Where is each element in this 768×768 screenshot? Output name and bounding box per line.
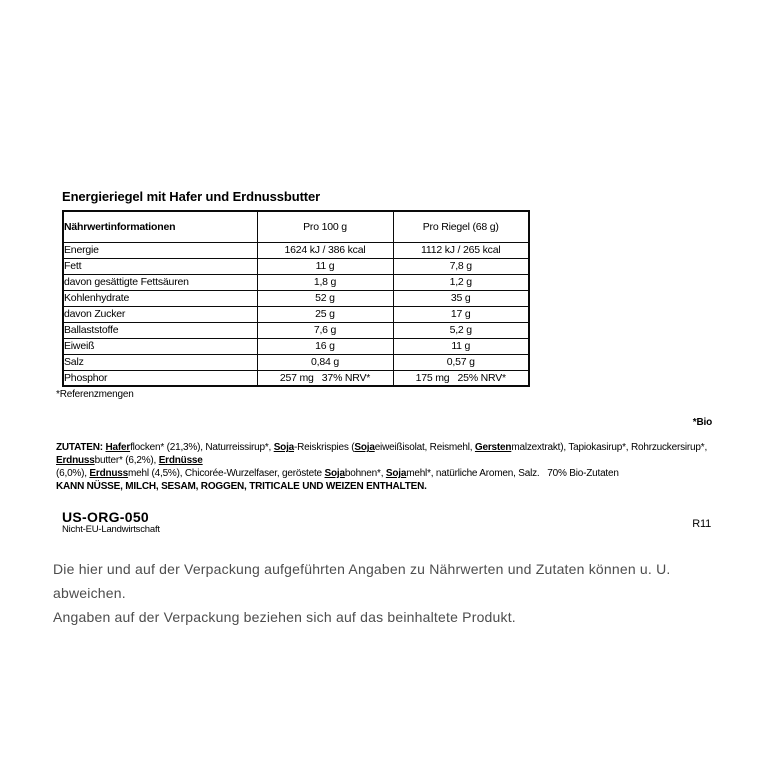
allergen-highlight: Erdnuss (56, 455, 95, 467)
ingredient-segment: flocken* (21,3%), Naturreissirup*, (130, 442, 274, 454)
ingredient-segment: butter* (6,2%), (94, 455, 159, 467)
table-row (63, 354, 529, 370)
value-per-bar: 35 g (393, 290, 529, 306)
table-row (63, 338, 529, 354)
ingredient-segment: malzextrakt), Tapiokasirup*, Rohrzuckersirup*, (511, 442, 710, 454)
nutrition-table (62, 210, 530, 387)
reference-footnote: *Referenzmengen (56, 389, 134, 400)
value-per-bar: 17 g (393, 306, 529, 322)
value-per-100g: 16 g (257, 338, 393, 354)
nutrient-label: Ballaststoffe (63, 322, 257, 338)
table-row (63, 274, 529, 290)
value-per-bar: 7,8 g (393, 258, 529, 274)
allergen-highlight: Hafer (105, 442, 131, 454)
allergen-highlight: Erdnuss (89, 467, 129, 479)
ingredients-line (56, 481, 712, 494)
value-per-100g: 7,6 g (257, 322, 393, 338)
ingredient-segment: -Reiskrispies ( (294, 442, 355, 454)
value-per-bar: 1,2 g (393, 274, 529, 290)
nutrient-label: Salz (63, 354, 257, 370)
packaging-disclaimer-line1: Die hier und auf der Verpackung aufgeführten Angaben zu Nährwerten und Zutaten können u. U. abweichen. (53, 561, 671, 601)
ingredients-line (56, 442, 712, 468)
allergen-highlight: Soja (385, 467, 407, 479)
ingredient-segment: KANN NÜSSE, MILCH, SESAM, ROGGEN, TRITICALE UND WEIZEN ENTHALTEN. (56, 480, 427, 492)
table-row (63, 242, 529, 258)
organic-certification-code: US-ORG-050 (62, 509, 150, 525)
value-per-bar: 0,57 g (393, 354, 529, 370)
value-per-bar: 11 g (393, 338, 529, 354)
nutrient-label: davon gesättigte Fettsäuren (63, 274, 257, 290)
nutrition-table-header-row (63, 211, 529, 242)
packaging-disclaimer (53, 557, 733, 629)
value-per-bar: 1112 kJ / 265 kcal (393, 242, 529, 258)
ingredient-segment: ZUTATEN: (56, 442, 106, 454)
allergen-highlight: Gersten (474, 442, 512, 454)
nutrition-table-head (63, 211, 529, 242)
table-row (63, 258, 529, 274)
ingredients-line (56, 468, 712, 481)
value-per-100g: 0,84 g (257, 354, 393, 370)
ingredient-segment: bohnen*, (344, 467, 386, 479)
packaging-disclaimer-line2: Angaben auf der Verpackung beziehen sich auf das beinhaltete Produkt. (53, 609, 516, 625)
value-per-bar: 5,2 g (393, 322, 529, 338)
agriculture-origin-label: Nicht-EU-Landwirtschaft (62, 524, 160, 535)
revision-code: R11 (692, 518, 711, 530)
ingredient-segment: eiweißisolat, Reismehl, (374, 442, 475, 454)
allergen-highlight: Soja (324, 467, 345, 479)
value-per-bar: 175 mg 25% NRV* (393, 370, 529, 386)
header-per-bar: Pro Riegel (68 g) (393, 211, 529, 242)
ingredient-segment: mehl (4,5%), Chicorée-Wurzelfaser, geröstete (128, 467, 325, 479)
nutrient-label: Fett (63, 258, 257, 274)
header-nutrition-info: Nährwertinformationen (63, 211, 257, 242)
nutrition-table-body (63, 242, 529, 386)
allergen-highlight: Erdnüsse (158, 455, 203, 467)
nutrient-label: Eiweiß (63, 338, 257, 354)
value-per-100g: 1624 kJ / 386 kcal (257, 242, 393, 258)
allergen-highlight: Soja (354, 442, 375, 454)
header-per-100g: Pro 100 g (257, 211, 393, 242)
nutrient-label: Energie (63, 242, 257, 258)
value-per-100g: 11 g (257, 258, 393, 274)
allergen-highlight: Soja (273, 442, 295, 454)
value-per-100g: 257 mg 37% NRV* (257, 370, 393, 386)
table-row (63, 322, 529, 338)
nutrient-label: Phosphor (63, 370, 257, 386)
bio-footnote: *Bio (692, 416, 712, 428)
product-title: Energieriegel mit Hafer und Erdnussbutter (62, 189, 321, 204)
value-per-100g: 25 g (257, 306, 393, 322)
table-row (63, 306, 529, 322)
nutrient-label: davon Zucker (63, 306, 257, 322)
nutrient-label: Kohlenhydrate (63, 290, 257, 306)
table-row (63, 370, 529, 386)
table-row (63, 290, 529, 306)
ingredient-segment: (6,0%), (56, 467, 90, 479)
value-per-100g: 1,8 g (257, 274, 393, 290)
value-per-100g: 52 g (257, 290, 393, 306)
ingredient-segment: mehl*, natürliche Aromen, Salz. 70% Bio-Zutaten (406, 467, 619, 479)
ingredients-text (56, 404, 712, 494)
